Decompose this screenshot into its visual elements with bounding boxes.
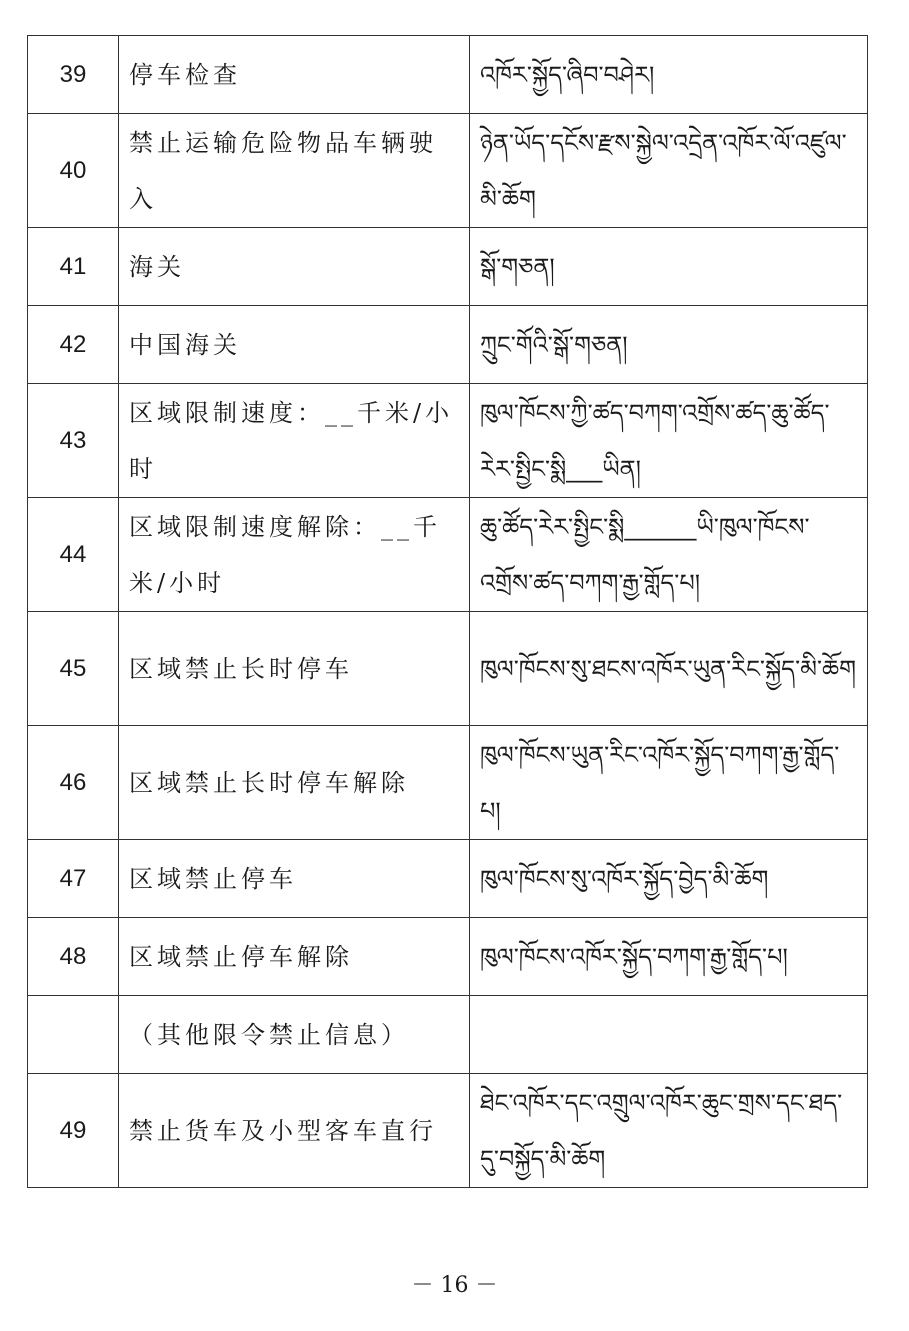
chinese-term: 区域禁止停车解除 [119, 918, 470, 996]
row-number: 42 [28, 306, 119, 384]
chinese-term: 区域禁止长时停车 [119, 612, 470, 726]
chinese-term: 海关 [119, 228, 470, 306]
row-number: 48 [28, 918, 119, 996]
row-number [28, 996, 119, 1074]
tibetan-term: སྒོ་གཅན། [470, 228, 868, 306]
table-row [28, 726, 868, 840]
table-row [28, 918, 868, 996]
row-number: 45 [28, 612, 119, 726]
table-row [28, 1074, 868, 1188]
tibetan-term: ཆུ་ཚོད་རེར་སྤྱིང་སྨི______ཡི་ཁུལ་ཁོངས་འགྲོས་ཚད་བཀག་རྒྱ་གློད་པ། [470, 498, 868, 612]
chinese-term: 停车检查 [119, 36, 470, 114]
table-row [28, 498, 868, 612]
row-number: 46 [28, 726, 119, 840]
tibetan-term: ཁུལ་ཁོངས་ཀྱི་ཚད་བཀག་འགྲོས་ཚད་ཆུ་ཚོད་རེར་སྤྱིང་སྨི___ཡིན། [470, 384, 868, 498]
tibetan-term: ཁུལ་ཁོངས་ཡུན་རིང་འཁོར་སྐྱོད་བཀག་རྒྱ་གློད་པ། [470, 726, 868, 840]
page-number: － 16 － [411, 1273, 498, 1298]
row-number: 47 [28, 840, 119, 918]
chinese-term: 区域限制速度：__千米/小时 [119, 384, 470, 498]
chinese-term: 区域禁止停车 [119, 840, 470, 918]
tibetan-term: ཁུལ་ཁོངས་སུ་འཁོར་སྐྱོད་བྱེད་མི་ཆོག [470, 840, 868, 918]
row-number: 39 [28, 36, 119, 114]
tibetan-term [470, 996, 868, 1074]
row-number: 40 [28, 114, 119, 228]
row-number: 41 [28, 228, 119, 306]
terms-table [27, 35, 868, 1188]
tibetan-term: འཁོར་སྐྱོད་ཞིབ་བཤེར། [470, 36, 868, 114]
chinese-term: 禁止运输危险物品车辆驶入 [119, 114, 470, 228]
row-number: 44 [28, 498, 119, 612]
table-row [28, 228, 868, 306]
tibetan-term: ཁུལ་ཁོངས་འཁོར་སྐྱོད་བཀག་རྒྱ་གློད་པ། [470, 918, 868, 996]
tibetan-term: ཉེན་ཡོད་དངོས་རྫས་སྐྱེལ་འདྲེན་འཁོར་ལོ་འཛུལ་མི་ཆོག [470, 114, 868, 228]
chinese-term: 禁止货车及小型客车直行 [119, 1074, 470, 1188]
tibetan-term: ཐེང་འཁོར་དང་འགྲུལ་འཁོར་ཆུང་གྲས་དང་ཐད་དུ་བསྐྱོད་མི་ཆོག [470, 1074, 868, 1188]
table-row [28, 36, 868, 114]
table-row [28, 306, 868, 384]
chinese-term: （其他限令禁止信息） [119, 996, 470, 1074]
tibetan-term: ཁུལ་ཁོངས་སུ་ཐངས་འཁོར་ཡུན་རིང་སྐྱོད་མི་ཆོག [470, 612, 868, 726]
table-row [28, 996, 868, 1074]
row-number: 43 [28, 384, 119, 498]
table-row [28, 840, 868, 918]
tibetan-term: ཀྲུང་གོའི་སྒོ་གཅན། [470, 306, 868, 384]
table-row [28, 612, 868, 726]
chinese-term: 中国海关 [119, 306, 470, 384]
table-row [28, 384, 868, 498]
row-number: 49 [28, 1074, 119, 1188]
chinese-term: 区域禁止长时停车解除 [119, 726, 470, 840]
chinese-term: 区域限制速度解除：__千米/小时 [119, 498, 470, 612]
table-row [28, 114, 868, 228]
